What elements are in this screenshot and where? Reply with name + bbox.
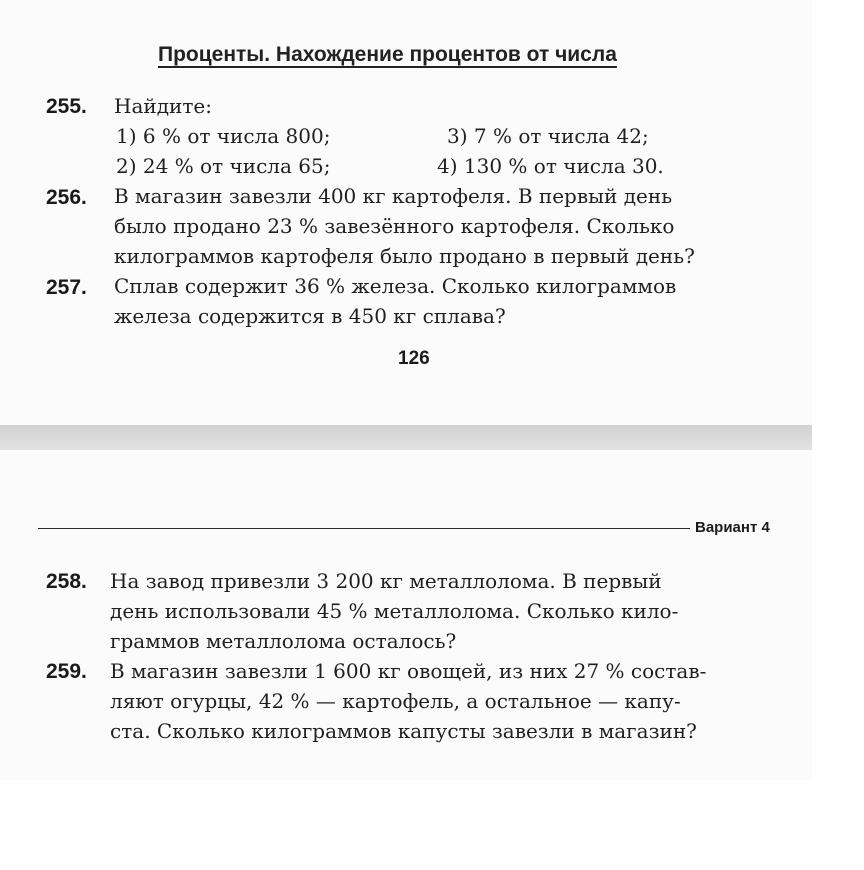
problem-257-line: Сплав содержит 36 % железа. Сколько килограммов <box>114 274 677 298</box>
problem-259-line: ляют огурцы, 42 % — картофель, а остальное — капу- <box>110 689 681 713</box>
page-number: 126 <box>398 348 430 369</box>
problem-255-prompt: Найдите: <box>114 94 212 118</box>
problem-258-line: граммов металлолома осталось? <box>110 629 457 653</box>
problem-256-number: 256. <box>46 186 87 209</box>
problem-258-number: 258. <box>46 570 87 593</box>
problem-255-item-1: 1) 6 % от числа 800; <box>116 124 331 148</box>
problem-256-line: В магазин завезли 400 кг картофеля. В первый день <box>114 184 673 208</box>
problem-257-line: железа содержится в 450 кг сплава? <box>114 304 506 328</box>
variant-label: Вариант 4 <box>695 519 770 536</box>
section-title: Проценты. Нахождение процентов от числа <box>158 43 617 66</box>
problem-255-item-2: 2) 24 % от числа 65; <box>116 154 331 178</box>
header-rule <box>38 528 690 529</box>
problem-258-line: На завод привезли 3 200 кг металлолома. В первый <box>110 569 662 593</box>
problem-256-line: килограммов картофеля было продано в первый день? <box>114 244 695 268</box>
page-separator <box>0 425 812 450</box>
problem-255-item-3: 3) 7 % от числа 42; <box>447 124 649 148</box>
problem-257-number: 257. <box>46 276 87 299</box>
problem-258-line: день использовали 45 % металлолома. Сколько кило- <box>110 599 679 623</box>
problem-256-line: было продано 23 % завезённого картофеля. Сколько <box>114 214 675 238</box>
problem-259-line: В магазин завезли 1 600 кг овощей, из них 27 % состав- <box>110 659 707 683</box>
problem-259-number: 259. <box>46 660 87 683</box>
problem-259-line: ста. Сколько килограммов капусты завезли в магазин? <box>110 719 697 743</box>
problem-255-item-4: 4) 130 % от числа 30. <box>437 154 664 178</box>
problem-255-number: 255. <box>46 95 87 118</box>
